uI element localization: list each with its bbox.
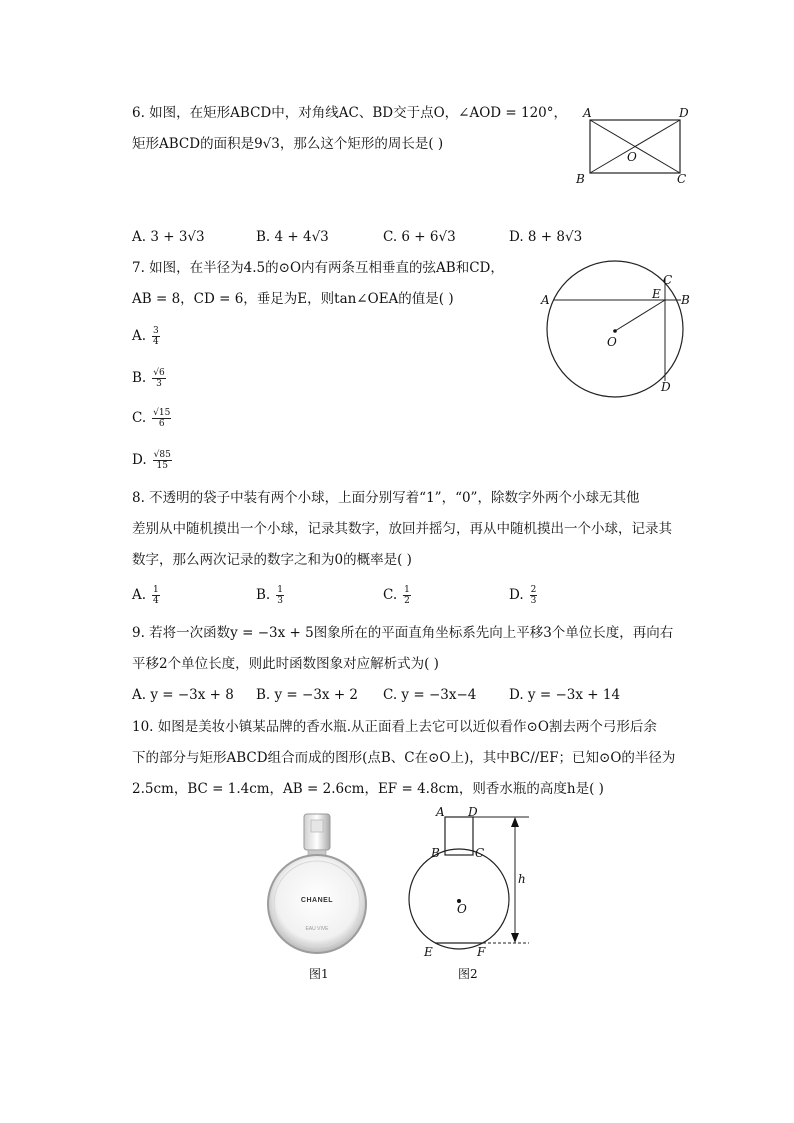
q7-line-2: AB = 8，CD = 6，垂足为E，则tan∠OEA的值是( ) (132, 291, 454, 307)
q7-circle-figure (535, 258, 695, 400)
q6-option-d: D. 8 + 8√3 (509, 229, 583, 245)
q6-label-c: C (677, 172, 687, 186)
perfume-bottle-image (262, 810, 372, 960)
q6-line-1: 6. 如图，在矩形ABCD中，对角线AC、BD交于点O，∠AOD = 120°， (132, 105, 567, 121)
q7-label-c: C (663, 273, 673, 287)
q10-label-b: B (431, 846, 440, 860)
q6-rectangle-figure (572, 103, 702, 189)
q8-option-c: C. $\frac{1}{2}$ (383, 585, 410, 606)
q10-line-3: 2.5cm，BC = 1.4cm，AB = 2.6cm，EF = 4.8cm，则香水瓶的高度h是( ) (132, 781, 604, 797)
q10-label-a: A (436, 805, 445, 819)
q8-option-a: A. $\frac{1}{4}$ (132, 585, 159, 606)
bottle-sub-text: EAU VIVE (305, 926, 329, 932)
q7-option-d: D. $\frac{√85}{15}$ (132, 450, 171, 471)
q6-label-o: O (627, 150, 637, 164)
q10-label-o: O (457, 902, 467, 916)
q8-option-d: D. $\frac{2}{3}$ (509, 585, 537, 606)
q8-line-1: 8. 不透明的袋子中装有两个小球，上面分别写着“1”，“0”，除数字外两个小球无其他 (132, 490, 640, 506)
q10-geometry-figure (405, 805, 540, 965)
q10-label-h: h (518, 872, 526, 886)
q7-option-b: B. $\frac{√6}{3}$ (132, 368, 165, 389)
q9-option-a: A. y = −3x + 8 (132, 687, 234, 703)
q6-label-d: D (679, 106, 689, 120)
q6-label-a: A (583, 106, 592, 120)
q10-label-c: C (475, 846, 485, 860)
q6-line-2: 矩形ABCD的面积是9√3，那么这个矩形的周长是( ) (132, 136, 444, 152)
q7-label-d: D (661, 380, 671, 394)
q9-option-c: C. y = −3x−4 (383, 687, 477, 703)
q7-option-c: C. $\frac{√15}{6}$ (132, 408, 171, 429)
bottle-brand-text: CHANEL (300, 897, 334, 904)
q6-option-a: A. 3 + 3√3 (132, 229, 205, 245)
q7-label-o: O (607, 335, 617, 349)
q7-label-a: A (541, 293, 550, 307)
q10-line-2: 下的部分与矩形ABCD组合而成的图形(点B、C在⊙O上)，其中BC//EF；已知⊙O的半径为 (132, 750, 676, 766)
q6-option-b: B. 4 + 4√3 (256, 229, 329, 245)
q8-option-b: B. $\frac{1}{3}$ (256, 585, 283, 606)
q7-label-e: E (652, 287, 661, 301)
q9-option-d: D. y = −3x + 14 (509, 687, 621, 703)
q10-label-f: F (477, 945, 486, 959)
q9-line-1: 9. 若将一次函数y = −3x + 5图象所在的平面直角坐标系先向上平移3个单位长度，再向右 (132, 625, 674, 641)
figure-1-caption: 图1 (309, 967, 329, 981)
q6-option-c: C. 6 + 6√3 (383, 229, 456, 245)
q6-label-b: B (576, 172, 585, 186)
q8-line-2: 差别从中随机摸出一个小球，记录其数字，放回并摇匀，再从中随机摸出一个小球，记录其 (132, 521, 672, 537)
q9-line-2: 平移2个单位长度，则此时函数图象对应解析式为( ) (132, 656, 439, 672)
figure-2-caption: 图2 (458, 967, 478, 981)
q9-option-b: B. y = −3x + 2 (256, 687, 359, 703)
q10-label-e: E (424, 945, 433, 959)
q10-label-d: D (468, 805, 478, 819)
q7-label-b: B (681, 293, 690, 307)
q10-line-1: 10. 如图是美妆小镇某品牌的香水瓶.从正面看上去它可以近似看作⊙O割去两个弓形后余 (132, 719, 657, 735)
q8-line-3: 数字，那么两次记录的数字之和为0的概率是( ) (132, 552, 412, 568)
q7-option-a: A. $\frac{3}{4}$ (132, 326, 159, 347)
q7-line-1: 7. 如图，在半径为4.5的⊙O内有两条互相垂直的弦AB和CD， (132, 260, 504, 276)
